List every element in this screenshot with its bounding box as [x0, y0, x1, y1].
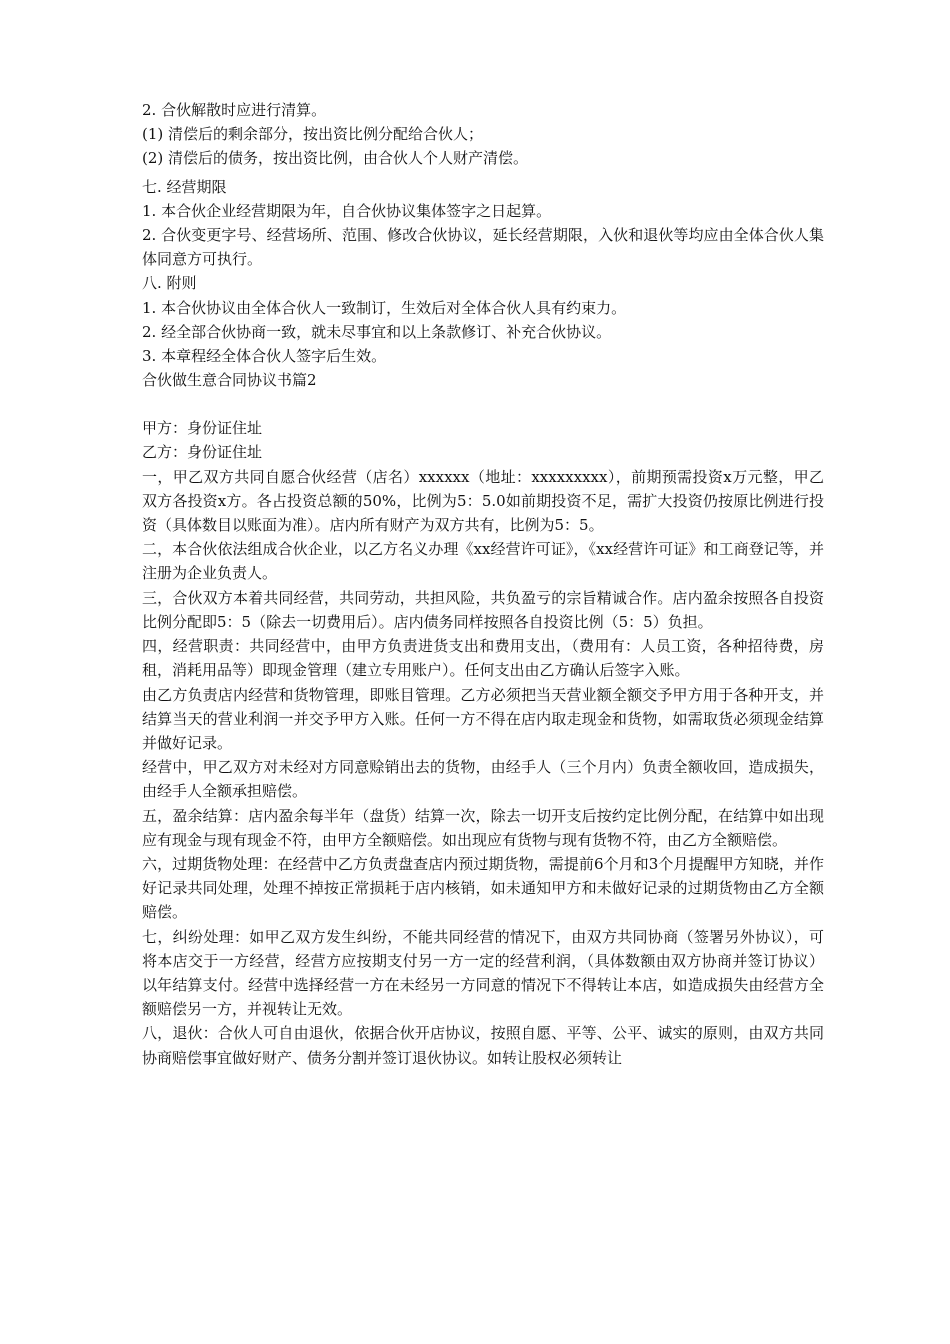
clause-line: (2) 清偿后的债务，按出资比例，由合伙人个人财产清偿。: [142, 149, 529, 168]
clause-line: 2. 合伙解散时应进行清算。: [142, 101, 327, 119]
clause-line: 3. 本章程经全体合伙人签字后生效。: [142, 346, 387, 365]
article-paragraph: 六，过期货物处理：在经营中乙方负责盘查店内预过期货物，需提前6个月和3个月提醒甲方知晓，并作好记录共同处理，处理不掉按正常损耗于店内核销，如未通知甲方和未做好记录的过期货物由乙方全额赔偿。: [142, 854, 824, 922]
clause-line: 1. 本合伙协议由全体合伙人一致制订，生效后对全体合伙人具有约束力。: [142, 298, 627, 317]
party-a-line: 甲方：身份证住址: [142, 419, 263, 438]
clause-line: (1) 清偿后的剩余部分，按出资比例分配给合伙人；: [142, 125, 484, 144]
article-paragraph: 经营中，甲乙双方对未经对方同意赊销出去的货物，由经手人（三个月内）负责全额收回，造成损失，由经手人全额承担赔偿。: [142, 758, 824, 801]
dissolution-clause: [142, 98, 824, 171]
section-heading: 八. 附则: [142, 274, 197, 293]
party-b-line: 乙方：身份证住址: [142, 443, 263, 462]
clause-paragraph: 2. 合伙变更字号、经营场所、范围、修改合伙协议，延长经营期限，入伙和退伙等均应由全体合伙人集体同意方可执行。: [142, 225, 824, 269]
article-paragraph: 五，盈余结算：店内盈余每半年（盘货）结算一次，除去一切开支后按约定比例分配，在结算中如出现应有现金与现有现金不符，由甲方全额赔偿。如出现应有货物与现有货物不符，由乙方全额赔偿。: [142, 806, 824, 849]
article-paragraph: 一，甲乙双方共同自愿合伙经营（店名）xxxxxx（地址：xxxxxxxxx），前期预需投资x万元整，甲乙双方各投资x方。各占投资总额的50%，比例为5：5.0如前期投资不足，需扩大投资仍按原比例进行投资（具体数目以账面为准）。店内所有财产为双方共有，比例为5：5。: [142, 467, 824, 535]
article-paragraph: 三，合伙双方本着共同经营，共同劳动，共担风险，共负盈亏的宗旨精诚合作。店内盈余按照各自投资比例分配即5：5（除去一切费用后）。店内债务同样按照各自投资比例（5：5）负担。: [142, 588, 824, 631]
article-title: 合伙做生意合同协议书篇2: [142, 371, 317, 390]
article-paragraph: 四，经营职责：共同经营中，由甲方负责进货支出和费用支出，（费用有：人员工资，各种招待费，房租，消耗用品等）即现金管理（建立专用账户）。任何支出由乙方确认后签字入账。: [142, 637, 824, 680]
article-paragraph: 七，纠纷处理：如甲乙双方发生纠纷，不能共同经营的情况下，由双方共同协商（签署另外协议），可将本店交于一方经营，经营方应按期支付另一方一定的经营利润，（具体数额由双方协商并签订协议）以年结算支付。经营中选择经营一方在未经另一方同意的情况下不得转让本店，如造成损失由经营方全额赔偿另一方，并视转让无效。: [142, 927, 824, 1019]
clause-paragraph: 1. 本合伙企业经营期限为年，自合伙协议集体签字之日起算。: [142, 201, 552, 220]
appendix-section: [142, 271, 824, 368]
term-section: [142, 175, 824, 272]
section-heading: 七. 经营期限: [142, 177, 227, 196]
article-paragraph: 二，本合伙依法组成合伙企业，以乙方名义办理《xx经营许可证》，《xx经营许可证》和工商登记等，并注册为企业负责人。: [142, 540, 824, 583]
article-paragraph: 八，退伙：合伙人可自由退伙，依据合伙开店协议，按照自愿、平等、公平、诚实的原则，由双方共同协商赔偿事宜做好财产、债务分割并签订退伙协议。如转让股权必须转让: [142, 1024, 824, 1067]
document-page: [142, 98, 824, 1070]
clause-line: 2. 经全部合伙协商一致，就未尽事宜和以上条款修订、补充合伙协议。: [142, 322, 612, 341]
article-body: [142, 416, 824, 1069]
article-paragraph: 由乙方负责店内经营和货物管理，即账目管理。乙方必须把当天营业额全额交予甲方用于各种开支，并结算当天的营业利润一并交予甲方入账。任何一方不得在店内取走现金和货物，如需取货必须现金结算并做好记录。: [142, 685, 824, 752]
